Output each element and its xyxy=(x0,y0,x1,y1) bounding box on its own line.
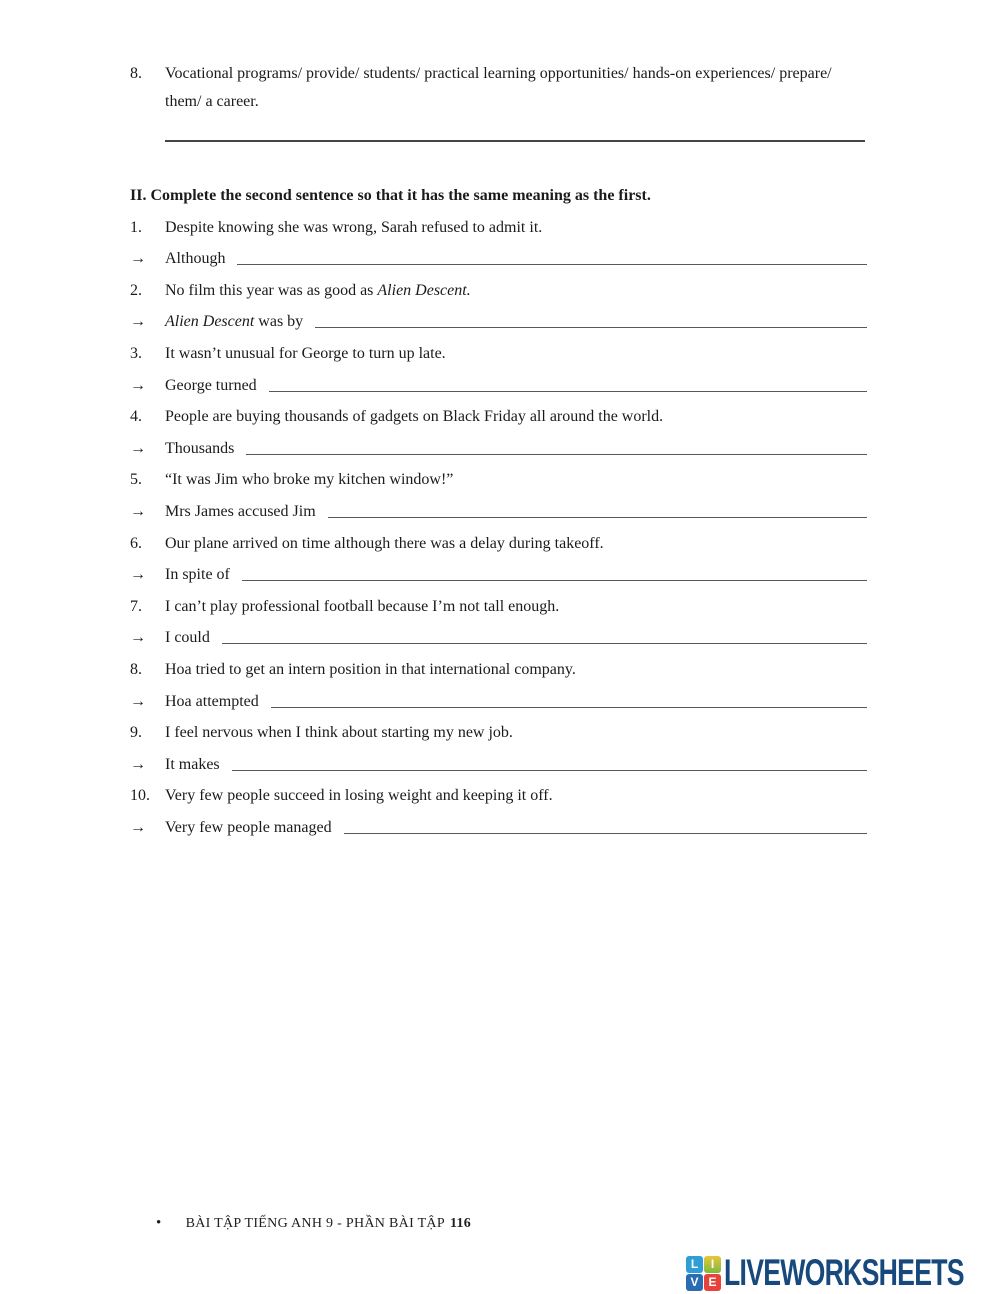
footer-text: BÀI TẬP TIẾNG ANH 9 - PHẦN BÀI TẬP xyxy=(185,1216,445,1231)
arrow-icon: → xyxy=(130,566,146,584)
sentence-row xyxy=(130,660,867,692)
item-number: 3. xyxy=(130,344,142,362)
item-number: 5. xyxy=(130,471,142,489)
logo-wordmark: LIVEWORKSHEETS xyxy=(724,1251,964,1294)
footer-page-number: 116 xyxy=(449,1216,472,1231)
answer-blank[interactable] xyxy=(328,502,867,518)
answer-row xyxy=(130,628,867,660)
answer-label: Hoa attempted xyxy=(165,692,259,710)
arrow-icon: → xyxy=(130,692,146,710)
answer-row xyxy=(130,439,867,471)
page-footer xyxy=(156,1215,471,1232)
answer-blank[interactable] xyxy=(222,628,867,644)
item-number: 4. xyxy=(130,408,142,426)
sentence-row xyxy=(130,218,867,250)
logo-tile-i: I xyxy=(704,1256,721,1273)
answer-blank[interactable] xyxy=(242,565,867,581)
answer-row xyxy=(130,755,867,787)
sentence-italic: Alien Descent. xyxy=(377,281,471,299)
answer-row xyxy=(130,249,867,281)
answer-row xyxy=(130,692,867,724)
answer-row xyxy=(130,376,867,408)
answer-row xyxy=(130,818,867,850)
item-number: 6. xyxy=(130,534,142,552)
answer-label: Although xyxy=(165,250,226,268)
answer-label: I could xyxy=(165,629,210,647)
arrow-icon: → xyxy=(130,629,146,647)
item-number: 8. xyxy=(130,65,142,82)
answer-blank[interactable] xyxy=(165,140,865,142)
answer-blank[interactable] xyxy=(232,755,867,771)
answer-blank[interactable] xyxy=(344,818,867,834)
item-number: 8. xyxy=(130,660,142,678)
sentence-row xyxy=(130,786,867,818)
item-text: Vocational programs/ provide/ students/ practical learning opportunities/ hands-on experiences/ prepare/ them/ a career. xyxy=(165,65,832,110)
answer-italic: Alien Descent xyxy=(165,313,255,331)
answer-row xyxy=(130,565,867,597)
logo-tile-v: V xyxy=(686,1274,703,1291)
logo-tile-l: L xyxy=(686,1256,703,1273)
item-sentence: Our plane arrived on time although there was a delay during takeoff. xyxy=(165,534,604,552)
item-number: 7. xyxy=(130,597,142,615)
answer-blank[interactable] xyxy=(269,376,867,392)
item-number: 2. xyxy=(130,281,142,299)
exercise-heading: II. Complete the second sentence so that it has the same meaning as the first. xyxy=(130,187,651,204)
sentence-row xyxy=(130,534,867,566)
sentence-row xyxy=(130,470,867,502)
sentence-row xyxy=(130,407,867,439)
answer-label: It makes xyxy=(165,755,220,773)
logo-tiles-icon xyxy=(686,1256,721,1291)
sentence-row xyxy=(130,597,867,629)
sentence-row xyxy=(130,344,867,376)
sentence-prefix: No film this year was as good as xyxy=(165,281,378,299)
sentence-row xyxy=(130,281,867,313)
item-sentence: I feel nervous when I think about starting my new job. xyxy=(165,724,513,742)
item-number: 10. xyxy=(130,787,150,805)
arrow-icon: → xyxy=(130,439,146,457)
answer-label: Very few people managed xyxy=(165,818,332,836)
footer-bullet-icon: • xyxy=(156,1215,162,1231)
answer-label: Mrs James accused Jim xyxy=(165,502,316,520)
item-sentence: It wasn’t unusual for George to turn up late. xyxy=(165,344,446,362)
logo-tile-e: E xyxy=(704,1274,721,1291)
item-sentence: Hoa tried to get an intern position in that international company. xyxy=(165,660,576,678)
sentence-row xyxy=(130,723,867,755)
item-number: 1. xyxy=(130,218,142,236)
arrow-icon: → xyxy=(130,313,146,331)
answer-blank[interactable] xyxy=(246,439,867,455)
item-sentence: I can’t play professional football because I’m not tall enough. xyxy=(165,597,560,615)
answer-blank[interactable] xyxy=(237,249,867,265)
arrow-icon: → xyxy=(130,250,146,268)
answer-label xyxy=(165,312,303,331)
exercise-section xyxy=(130,186,867,849)
arrow-icon: → xyxy=(130,755,146,773)
answer-row xyxy=(130,502,867,534)
previous-exercise-item xyxy=(130,60,867,142)
answer-blank[interactable] xyxy=(271,692,867,708)
answer-label: In spite of xyxy=(165,566,230,584)
arrow-icon: → xyxy=(130,376,146,394)
answer-label: Thousands xyxy=(165,439,235,457)
item-sentence: “It was Jim who broke my kitchen window!” xyxy=(165,471,454,489)
arrow-icon: → xyxy=(130,818,146,836)
answer-row xyxy=(130,312,867,344)
answer-rest: was by xyxy=(254,313,304,331)
liveworksheets-logo[interactable] xyxy=(686,1252,1000,1294)
answer-blank[interactable] xyxy=(315,312,867,328)
item-sentence: Despite knowing she was wrong, Sarah refused to admit it. xyxy=(165,218,543,236)
item-sentence: Very few people succeed in losing weight and keeping it off. xyxy=(165,787,553,805)
item-number: 9. xyxy=(130,724,142,742)
answer-label: George turned xyxy=(165,376,257,394)
arrow-icon: → xyxy=(130,502,146,520)
item-sentence xyxy=(165,281,867,300)
item-sentence: People are buying thousands of gadgets on Black Friday all around the world. xyxy=(165,408,664,426)
